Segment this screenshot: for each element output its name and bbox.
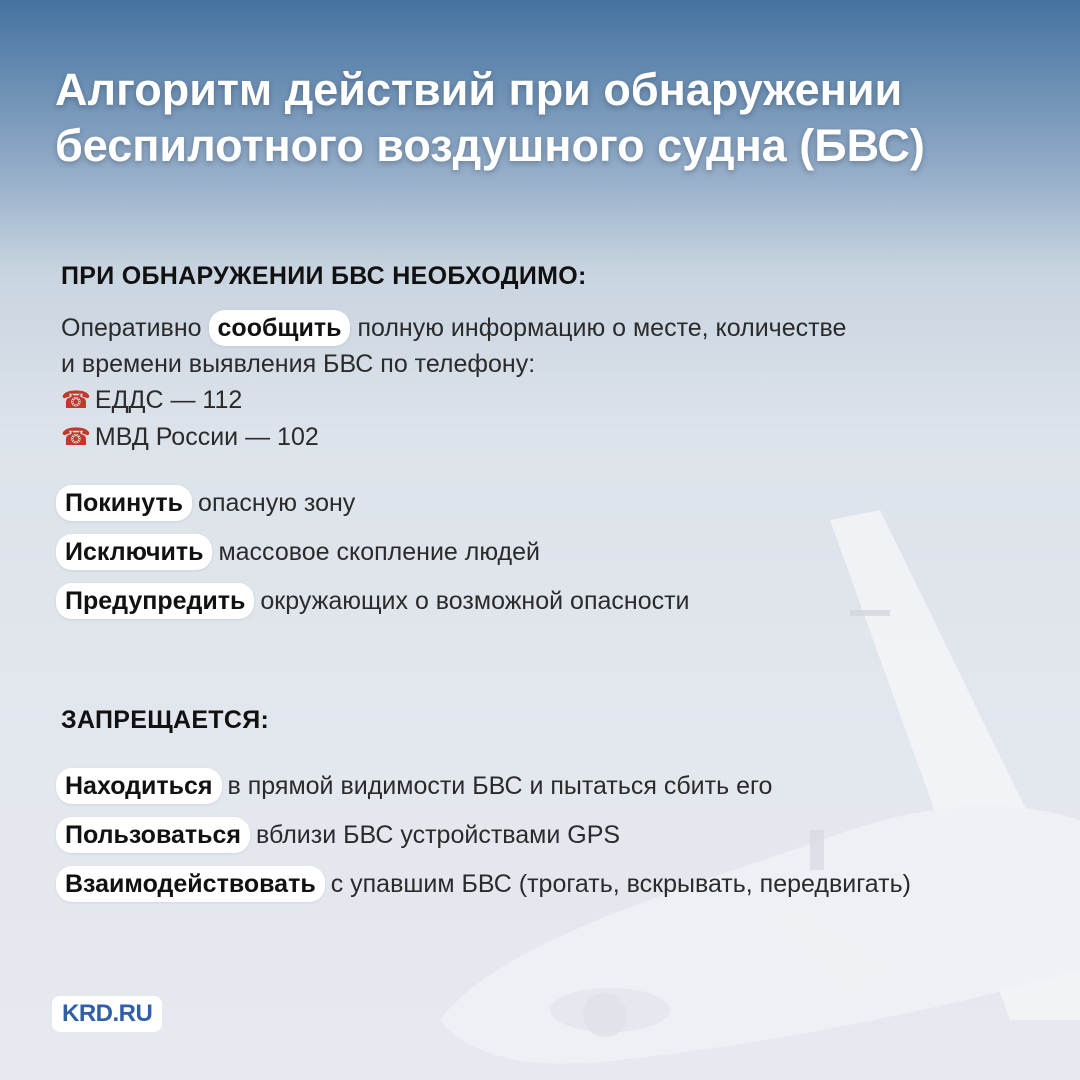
title-line-2: беспилотного воздушного судна (БВС)	[55, 120, 925, 171]
action-text: массовое скопление людей	[218, 538, 541, 566]
forbidden-row-gps	[56, 817, 620, 853]
forbidden-pill: Пользоваться	[56, 817, 250, 853]
telephone-icon: ☎	[61, 424, 91, 451]
action-row-leave	[56, 485, 355, 521]
forbidden-text: в прямой видимости БВС и пытаться сбить его	[227, 772, 773, 800]
action-pill: Предупредить	[56, 583, 254, 619]
phone-edds: ЕДДС — 112	[94, 386, 243, 414]
action-row-warn	[56, 583, 690, 619]
action-row-exclude	[56, 534, 540, 570]
section-heading-forbidden: ЗАПРЕЩАЕТСЯ:	[61, 706, 270, 734]
forbidden-row-stay	[56, 768, 772, 804]
forbidden-pill: Находиться	[56, 768, 222, 804]
action-text: опасную зону	[198, 489, 356, 517]
section-heading-required: ПРИ ОБНАРУЖЕНИИ БВС НЕОБХОДИМО:	[61, 262, 587, 290]
page-title	[55, 62, 1055, 174]
forbidden-row-interact	[56, 866, 911, 902]
intro-before: Оперативно	[61, 314, 202, 342]
action-pill: Исключить	[56, 534, 212, 570]
intro-after: полную информацию о месте, количестве	[357, 314, 847, 342]
intro-line-2: и времени выявления БВС по телефону:	[61, 350, 536, 378]
phone-mvd: МВД России — 102	[94, 423, 319, 451]
intro-line-1	[61, 310, 1021, 346]
phone-line-edds	[61, 382, 1021, 419]
title-line-1: Алгоритм действий при обнаружении	[55, 64, 903, 115]
highlight-report: сообщить	[209, 310, 351, 346]
action-text: окружающих о возможной опасности	[260, 587, 690, 615]
phone-line-mvd	[61, 419, 1021, 456]
telephone-icon: ☎	[61, 387, 91, 414]
report-paragraph	[61, 310, 1021, 456]
action-pill: Покинуть	[56, 485, 192, 521]
krd-logo[interactable]: KRD.RU	[52, 996, 162, 1032]
forbidden-text: вблизи БВС устройствами GPS	[256, 821, 621, 849]
forbidden-pill: Взаимодействовать	[56, 866, 325, 902]
forbidden-text: с упавшим БВС (трогать, вскрывать, передвигать)	[330, 870, 911, 898]
